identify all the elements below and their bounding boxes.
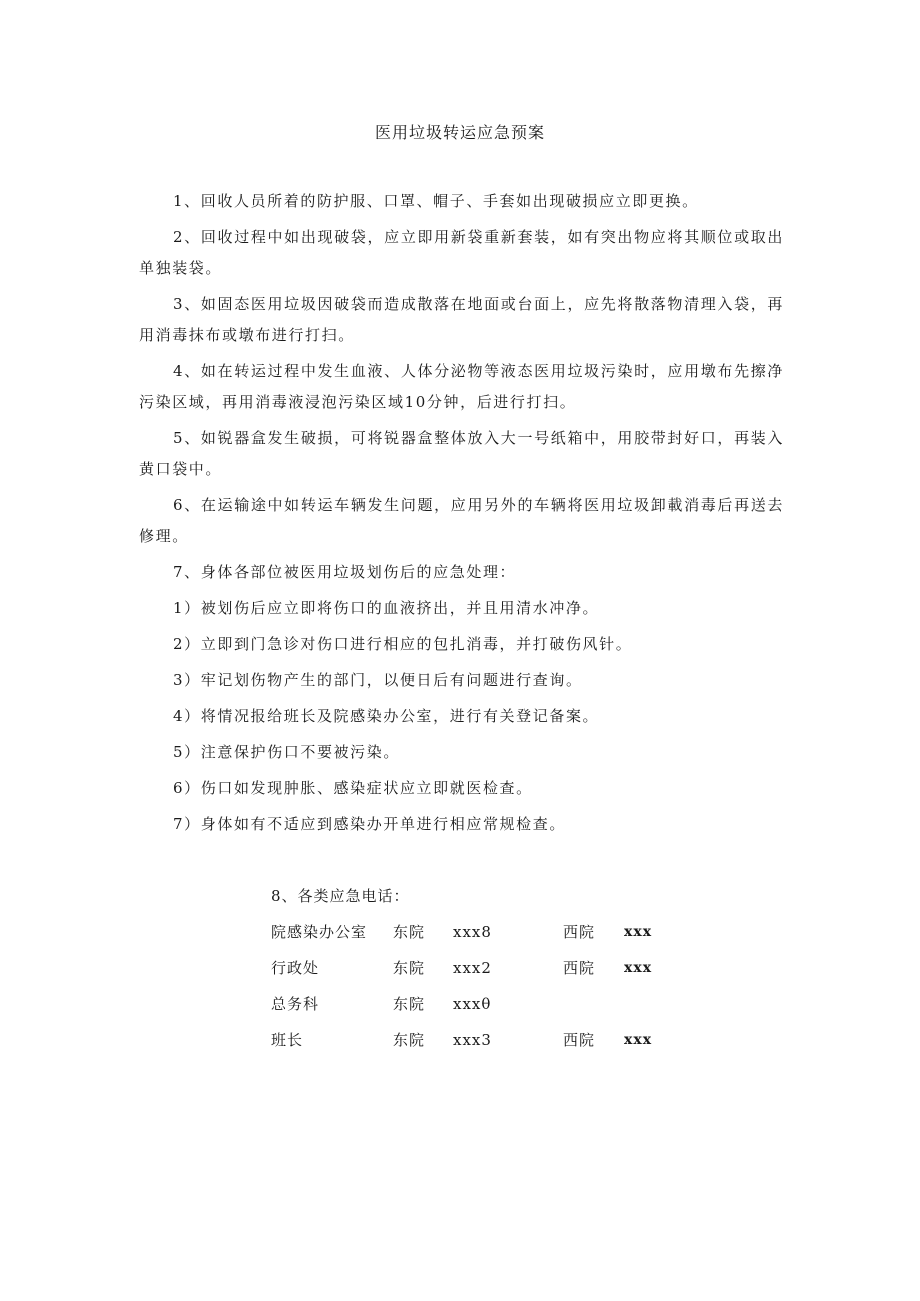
paragraph-5: 5、如锐器盒发生破损，可将锐器盒整体放入大一号纸箱中，用胶带封好口，再装入黄口袋中。	[139, 429, 784, 478]
paragraph-4: 4、如在转运过程中发生血液、人体分泌物等液态医用垃圾污染时，应用墩布先擦净污染区域，再用消毒液浸泡污染区域10分钟，后进行打扫。	[139, 362, 784, 411]
contact-row	[271, 920, 653, 956]
paragraph-7: 7、身体各部位被医用垃圾划伤后的应急处理：	[173, 563, 517, 581]
contact-dept: 班长	[271, 1031, 304, 1049]
sub-item-3: 3）牢记划伤物产生的部门，以便日后有问题进行查询。	[173, 671, 583, 689]
contact-dept: 总务科	[271, 995, 320, 1013]
sub-item-5: 5）注意保护伤口不要被污染。	[173, 743, 400, 761]
contact-west-number: xxx	[624, 960, 653, 976]
document-body	[139, 186, 784, 845]
contact-west-label: 西院	[563, 1031, 596, 1049]
contact-west-number: xxx	[624, 1032, 653, 1048]
contact-west-label: 西院	[563, 923, 596, 941]
contact-east-number: xxx2	[453, 959, 492, 977]
sub-item-6: 6）伤口如发现肿胀、感染症状应立即就医检查。	[173, 779, 533, 797]
contact-east-number: xxx8	[453, 923, 492, 941]
sub-item-7: 7）身体如有不适应到感染办开单进行相应常规检查。	[173, 815, 566, 833]
contact-east-label: 东院	[393, 1031, 426, 1049]
sub-item-2: 2）立即到门急诊对伤口进行相应的包扎消毒，并打破伤风针。	[173, 635, 633, 653]
contact-east-label: 东院	[393, 995, 426, 1013]
paragraph-3: 3、如固态医用垃圾因破袋而造成散落在地面或台面上，应先将散落物清理入袋，再用消毒抹布或墩布进行打扫。	[139, 295, 784, 344]
paragraph-6: 6、在运输途中如转运车辆发生问题，应用另外的车辆将医用垃圾卸載消毒后再送去修理。	[139, 496, 784, 545]
contact-west-number: xxx	[624, 924, 653, 940]
contact-row	[271, 956, 653, 992]
contact-east-label: 东院	[393, 959, 426, 977]
paragraph-2: 2、回收过程中如出现破袋，应立即用新袋重新套装，如有突出物应将其顺位或取出单独装袋。	[139, 228, 784, 277]
contact-row	[271, 992, 492, 1028]
contact-row	[271, 1028, 653, 1064]
document-title: 医用垃圾转运应急预案	[374, 123, 545, 142]
emergency-contacts	[271, 884, 653, 1064]
paragraph-1: 1、回收人员所着的防护服、口罩、帽子、手套如出现破损应立即更换。	[173, 192, 699, 210]
contact-east-number: xxxθ	[453, 995, 492, 1013]
contact-west-label: 西院	[563, 959, 596, 977]
contact-dept: 院感染办公室	[271, 923, 368, 941]
contact-east-number: xxx3	[453, 1031, 492, 1049]
sub-item-4: 4）将情况报给班长及院感染办公室，进行有关登记备案。	[173, 707, 600, 725]
sub-item-1: 1）被划伤后应立即将伤口的血液挤出，并且用清水冲净。	[173, 599, 600, 617]
contacts-heading: 8、各类应急电话：	[271, 887, 410, 905]
contact-dept: 行政处	[271, 959, 320, 977]
contact-east-label: 东院	[393, 923, 426, 941]
